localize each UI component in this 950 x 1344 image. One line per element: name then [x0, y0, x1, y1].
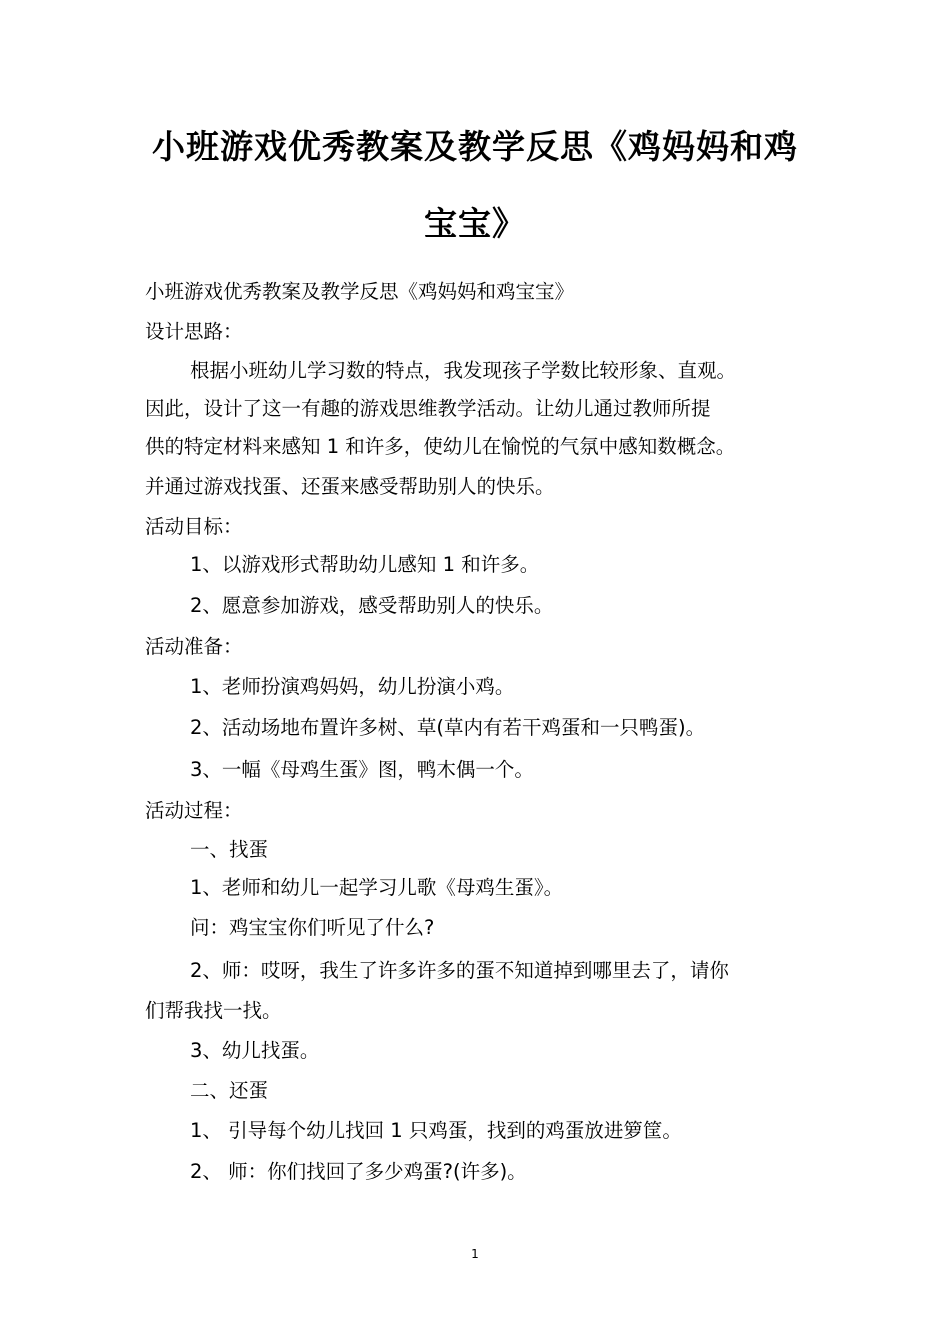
design-paragraph-line: 因此，设计了这一有趣的游戏思维教学活动。让幼儿通过教师所提 — [145, 397, 711, 420]
document-title-line-1: 小班游戏优秀教案及教学反思《鸡妈妈和鸡 — [152, 127, 798, 166]
design-paragraph-line: 根据小班幼儿学习数的特点，我发现孩子学数比较形象、直观。 — [190, 359, 737, 382]
process-item: 1、老师和幼儿一起学习儿歌《母鸡生蛋》。 — [190, 876, 564, 899]
process-item: 2、师：哎呀，我生了许多许多的蛋不知道掉到哪里去了，请你 — [190, 959, 729, 982]
design-paragraph-line: 供的特定材料来感知 1 和许多，使幼儿在愉悦的气氛中感知数概念。 — [145, 435, 736, 458]
process-item: 1、 引导每个幼儿找回 1 只鸡蛋，找到的鸡蛋放进箩筐。 — [190, 1119, 682, 1142]
process-item-continued: 们帮我找一找。 — [145, 999, 282, 1022]
prep-item: 2、活动场地布置许多树、草(草内有若干鸡蛋和一只鸭蛋)。 — [190, 716, 706, 739]
document-title-line-2: 宝宝》 — [424, 204, 526, 243]
page-number: 1 — [471, 1247, 479, 1261]
process-item: 2、 师：你们找回了多少鸡蛋?(许多)。 — [190, 1160, 527, 1183]
process-item: 问：鸡宝宝你们听见了什么? — [190, 916, 435, 939]
design-paragraph-line: 并通过游戏找蛋、还蛋来感受帮助别人的快乐。 — [145, 475, 555, 498]
prep-item: 3、一幅《母鸡生蛋》图，鸭木偶一个。 — [190, 758, 534, 781]
process-heading: 活动过程： — [145, 799, 243, 822]
prep-heading: 活动准备： — [145, 635, 243, 658]
goal-item: 2、愿意参加游戏，感受帮助别人的快乐。 — [190, 594, 554, 617]
subtitle: 小班游戏优秀教案及教学反思《鸡妈妈和鸡宝宝》 — [145, 280, 575, 303]
process-item: 3、幼儿找蛋。 — [190, 1039, 320, 1062]
goal-item: 1、以游戏形式帮助幼儿感知 1 和许多。 — [190, 553, 540, 576]
prep-item: 1、老师扮演鸡妈妈，幼儿扮演小鸡。 — [190, 675, 515, 698]
design-heading: 设计思路： — [145, 320, 243, 343]
section-heading-find-eggs: 一、找蛋 — [190, 838, 269, 861]
goal-heading: 活动目标： — [145, 515, 243, 538]
section-heading-return-eggs: 二、还蛋 — [190, 1079, 269, 1102]
